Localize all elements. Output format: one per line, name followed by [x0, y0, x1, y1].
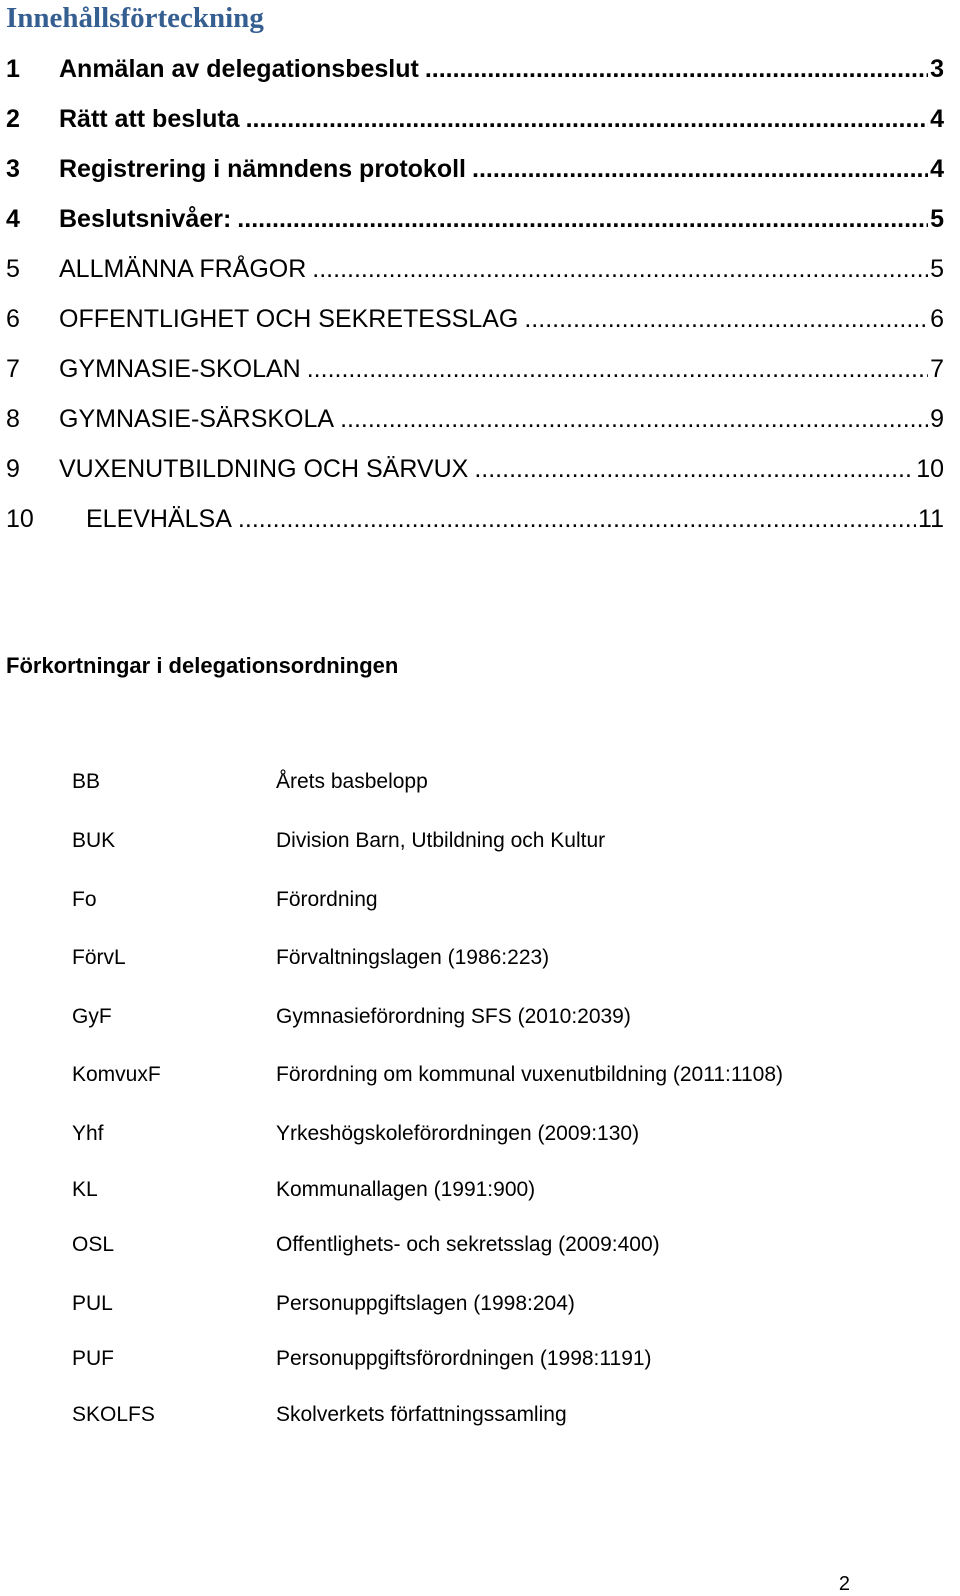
abbreviation-term: BB — [72, 770, 101, 793]
abbreviation-term: KomvuxF — [72, 1063, 161, 1086]
abbreviation-description: Offentlighets- och sekretsslag (2009:400) — [276, 1233, 660, 1256]
toc-leader-dots — [524, 304, 928, 334]
toc-entry-label: Registrering i nämndens protokoll — [59, 155, 466, 183]
toc-entry-number: 2 — [6, 105, 20, 133]
abbreviation-description: Förordning — [276, 888, 378, 911]
toc-entry-page: 4 — [930, 155, 944, 183]
toc-entry-page: 4 — [930, 105, 944, 133]
abbreviation-term: OSL — [72, 1233, 115, 1256]
abbreviation-row — [72, 1003, 932, 1031]
toc-leader-dots — [472, 154, 928, 184]
abbreviation-description: Årets basbelopp — [276, 770, 428, 793]
abbreviation-row — [72, 1061, 932, 1089]
toc-entry-number: 8 — [6, 405, 20, 433]
toc-entry[interactable] — [6, 254, 944, 284]
toc-entry[interactable] — [6, 204, 944, 234]
toc-leader-dots — [238, 504, 916, 534]
abbreviation-row — [72, 1120, 932, 1148]
toc-entry[interactable] — [6, 404, 944, 434]
abbreviation-description: Yrkeshögskoleförordningen (2009:130) — [276, 1122, 640, 1145]
abbreviation-description: Division Barn, Utbildning och Kultur — [276, 829, 606, 852]
toc-leader-dots — [246, 104, 929, 134]
toc-entry[interactable] — [6, 304, 944, 334]
abbreviation-row — [72, 944, 932, 972]
toc-entry[interactable] — [6, 104, 944, 134]
toc-entry-label: Beslutsnivåer: — [59, 205, 232, 233]
toc-leader-dots — [237, 204, 928, 234]
toc-entry-number: 5 — [6, 255, 20, 283]
abbreviation-term: PUL — [72, 1292, 113, 1315]
abbreviations-heading: Förkortningar i delegationsordningen — [6, 653, 399, 678]
abbreviation-row — [72, 1176, 932, 1204]
toc-entry[interactable] — [6, 54, 944, 84]
toc-entry-page: 3 — [930, 55, 944, 83]
abbreviation-row — [72, 1290, 932, 1318]
abbreviation-term: Yhf — [72, 1122, 104, 1145]
abbreviation-description: Förvaltningslagen (1986:223) — [276, 946, 550, 969]
abbreviation-row — [72, 1401, 932, 1429]
page-number: 2 — [838, 1573, 850, 1595]
abbreviation-term: PUF — [72, 1347, 114, 1370]
toc-entry-number: 6 — [6, 305, 20, 333]
toc-entry-number: 7 — [6, 355, 20, 383]
toc-leader-dots — [425, 54, 928, 84]
toc-leader-dots — [474, 454, 914, 484]
abbreviation-description: Gymnasieförordning SFS (2010:2039) — [276, 1005, 631, 1028]
toc-entry-page: 11 — [918, 505, 944, 533]
abbreviation-term: KL — [72, 1178, 98, 1201]
abbreviation-term: BUK — [72, 829, 116, 852]
toc-entry-page: 5 — [930, 255, 944, 283]
toc-entry-page: 9 — [930, 405, 944, 433]
toc-entry-page: 6 — [930, 305, 944, 333]
toc-entry-number: 4 — [6, 205, 20, 233]
toc-entry-page: 7 — [930, 355, 944, 383]
abbreviation-row — [72, 827, 932, 855]
abbreviation-description: Kommunallagen (1991:900) — [276, 1178, 536, 1201]
toc-entry-label: GYMNASIE-SKOLAN — [59, 355, 301, 383]
toc-entry-number: 1 — [6, 55, 20, 83]
abbreviation-term: SKOLFS — [72, 1403, 155, 1426]
toc-entry-number: 10 — [6, 505, 34, 533]
abbreviation-description: Förordning om kommunal vuxenutbildning (2011:1108) — [276, 1063, 784, 1086]
abbreviation-description: Personuppgiftslagen (1998:204) — [276, 1292, 575, 1315]
toc-entry-label: OFFENTLIGHET OCH SEKRETESSLAG — [59, 305, 519, 333]
toc-entry-page: 5 — [930, 205, 944, 233]
abbreviation-row — [72, 1345, 932, 1373]
toc-entry-label: Rätt att besluta — [59, 105, 240, 133]
toc-entry-number: 9 — [6, 455, 20, 483]
toc-entry[interactable] — [6, 154, 944, 184]
abbreviation-term: GyF — [72, 1005, 112, 1028]
abbreviation-row — [72, 768, 932, 796]
toc-entry-label: Anmälan av delegationsbeslut — [59, 55, 419, 83]
toc-entry[interactable] — [6, 354, 944, 384]
abbreviation-term: FörvL — [72, 946, 126, 969]
abbreviation-row — [72, 1231, 932, 1259]
abbreviation-term: Fo — [72, 888, 97, 911]
toc-leader-dots — [307, 354, 928, 384]
abbreviation-description: Skolverkets författningssamling — [276, 1403, 567, 1426]
abbreviation-description: Personuppgiftsförordningen (1998:1191) — [276, 1347, 652, 1370]
toc-entry[interactable] — [6, 504, 944, 534]
toc-entry-label: ALLMÄNNA FRÅGOR — [59, 255, 307, 283]
toc-entry-label: ELEVHÄLSA — [86, 505, 232, 533]
toc-title: Innehållsförteckning — [6, 2, 264, 34]
toc-entry-number: 3 — [6, 155, 20, 183]
toc-leader-dots — [340, 404, 928, 434]
toc-entry-page: 10 — [916, 455, 944, 483]
toc-entry-label: GYMNASIE-SÄRSKOLA — [59, 405, 335, 433]
toc-entry[interactable] — [6, 454, 944, 484]
abbreviation-row — [72, 886, 932, 914]
toc-leader-dots — [312, 254, 928, 284]
toc-entry-label: VUXENUTBILDNING OCH SÄRVUX — [59, 455, 469, 483]
